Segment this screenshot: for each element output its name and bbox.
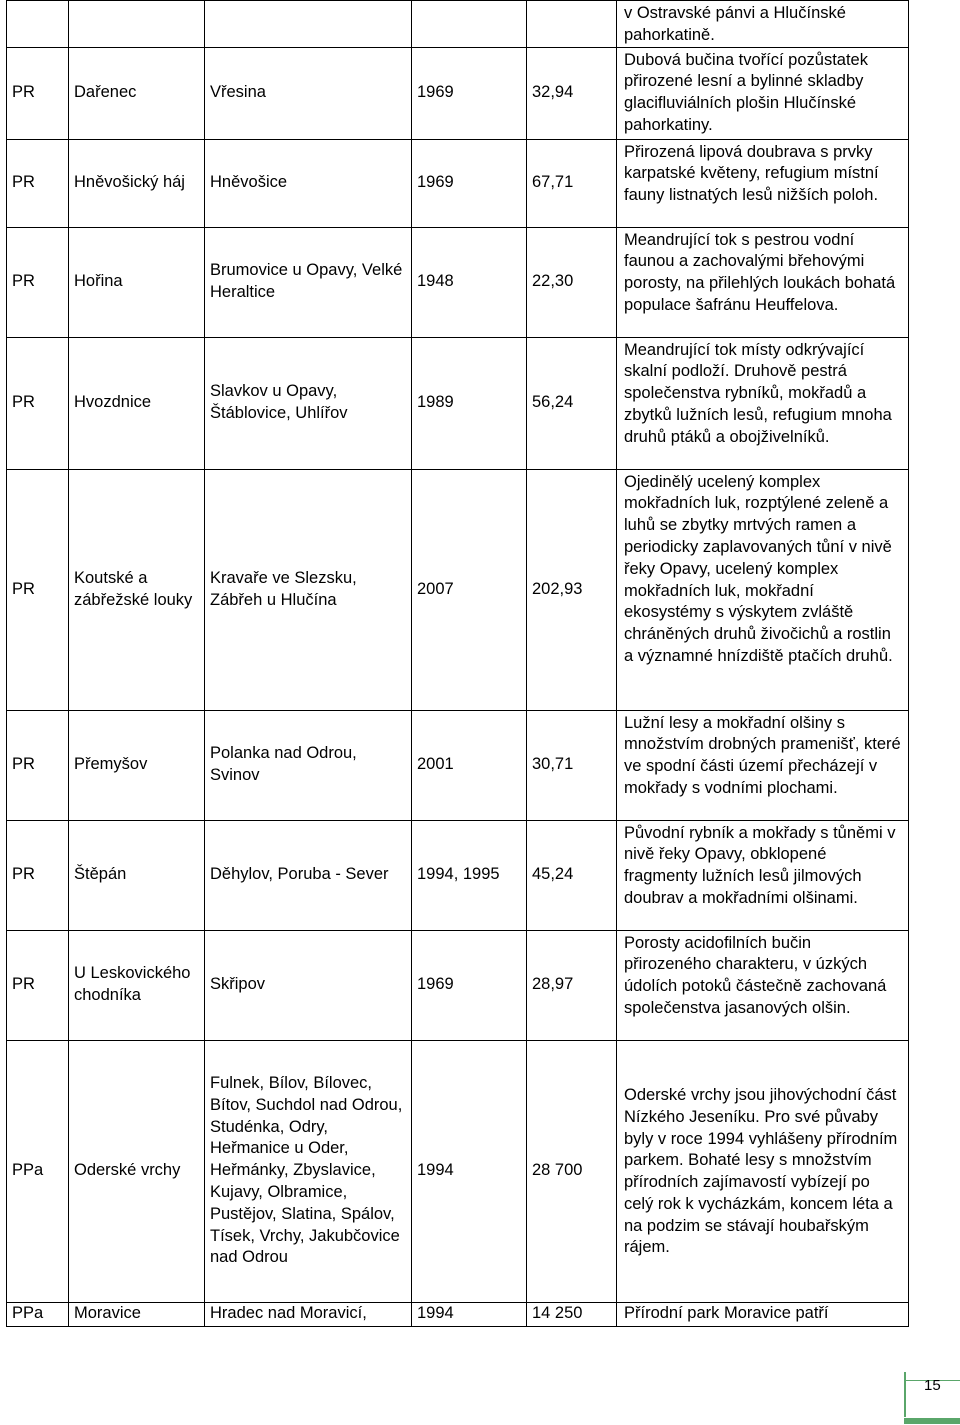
- name-cell: Moravice: [69, 1302, 205, 1326]
- category-cell: PPa: [7, 1040, 69, 1302]
- category-cell: PR: [7, 469, 69, 710]
- table-row: [7, 47, 909, 139]
- area-cell: 56,24: [527, 337, 617, 469]
- description-cell: Dubová bučina tvořící pozůstatek přirozené lesní a bylinné skladby glacifluviálních plošin Hlučínské pahorkatiny.: [617, 47, 909, 139]
- page-number-box: [904, 1372, 958, 1417]
- area-cell: 28,97: [527, 930, 617, 1040]
- protected-areas-table: [6, 0, 909, 1327]
- category-cell: PR: [7, 47, 69, 139]
- area-cell: 28 700: [527, 1040, 617, 1302]
- table-row: [7, 1, 909, 48]
- table-row: [7, 930, 909, 1040]
- location-cell: Děhylov, Poruba - Sever: [205, 820, 412, 930]
- name-cell: Koutské a zábřežské louky: [69, 469, 205, 710]
- description-cell: Lužní lesy a mokřadní olšiny s množstvím drobných pramenišť, které ve spodní části území přecházejí v mokřady s vodními plochami.: [617, 710, 909, 820]
- name-cell: Přemyšov: [69, 710, 205, 820]
- year-cell: 1948: [412, 227, 527, 337]
- category-cell: PR: [7, 337, 69, 469]
- location-cell: Brumovice u Opavy, Velké Heraltice: [205, 227, 412, 337]
- category-cell: PPa: [7, 1302, 69, 1326]
- category-cell: PR: [7, 930, 69, 1040]
- category-cell: PR: [7, 820, 69, 930]
- description-cell: Meandrující tok s pestrou vodní faunou a zachovalými břehovými porosty, na přilehlých loukách bohatá populace šafránu Heuffelova.: [617, 227, 909, 337]
- name-cell: Hvozdnice: [69, 337, 205, 469]
- table-row: [7, 820, 909, 930]
- description-cell: v Ostravské pánvi a Hlučínské pahorkatině.: [617, 1, 909, 48]
- name-cell: Dařenec: [69, 47, 205, 139]
- table-row: [7, 139, 909, 227]
- name-cell: Oderské vrchy: [69, 1040, 205, 1302]
- category-cell: PR: [7, 227, 69, 337]
- location-cell: Vřesina: [205, 47, 412, 139]
- description-cell: Ojedinělý ucelený komplex mokřadních luk, rozptýlené zeleně a luhů se zbytky mrtvých ramen a periodicky zaplavovaných tůní v nivě řeky Opavy, ucelený komplex mokřadních luk, mokřadní ekosystémy s výskytem zvláště chráněných druhů živočichů a rostlin a významné hnízdiště ptačích druhů.: [617, 469, 909, 710]
- description-cell: Meandrující tok místy odkrývající skalní podloží. Druhově pestrá společenstva rybníků, mokřadů a zbytků lužních lesů, refugium mnoha druhů ptáků a obojživelníků.: [617, 337, 909, 469]
- location-cell: Polanka nad Odrou, Svinov: [205, 710, 412, 820]
- area-cell: 202,93: [527, 469, 617, 710]
- description-cell: Porosty acidofilních bučin přirozeného charakteru, v úzkých údolích potoků částečně zachovaná společenstva jasanových olšin.: [617, 930, 909, 1040]
- location-cell: Skřipov: [205, 930, 412, 1040]
- location-cell: Kravaře ve Slezsku, Zábřeh u Hlučína: [205, 469, 412, 710]
- table-row: [7, 337, 909, 469]
- name-cell: Hořina: [69, 227, 205, 337]
- year-cell: 1994, 1995: [412, 820, 527, 930]
- area-cell: 45,24: [527, 820, 617, 930]
- area-cell: 30,71: [527, 710, 617, 820]
- description-cell: Přirozená lipová doubrava s prvky karpatské květeny, refugium místní fauny listnatých lesů nižších poloh.: [617, 139, 909, 227]
- area-cell: 32,94: [527, 47, 617, 139]
- area-cell: [527, 1, 617, 48]
- footer-bar: [904, 1418, 960, 1424]
- category-cell: [7, 1, 69, 48]
- table-row: [7, 1040, 909, 1302]
- name-cell: Hněvošický háj: [69, 139, 205, 227]
- location-cell: Hněvošice: [205, 139, 412, 227]
- category-cell: PR: [7, 139, 69, 227]
- year-cell: 1969: [412, 139, 527, 227]
- area-cell: 67,71: [527, 139, 617, 227]
- description-cell: Oderské vrchy jsou jihovýchodní část Nízkého Jeseníku. Pro své půvaby byly v roce 1994 vyhlášeny přírodním parkem. Bohaté lesy s množstvím přírodních zajímavostí vybízejí po celý rok k vycházkám, koncem léta a na podzim se stávají houbařským rájem.: [617, 1040, 909, 1302]
- year-cell: 1994: [412, 1302, 527, 1326]
- year-cell: [412, 1, 527, 48]
- page-number: 15: [924, 1377, 941, 1394]
- name-cell: Štěpán: [69, 820, 205, 930]
- name-cell: [69, 1, 205, 48]
- table-row: [7, 227, 909, 337]
- year-cell: 1989: [412, 337, 527, 469]
- description-cell: Přírodní park Moravice patří: [617, 1302, 909, 1326]
- area-cell: 14 250: [527, 1302, 617, 1326]
- location-cell: [205, 1, 412, 48]
- name-cell: U Leskovického chodníka: [69, 930, 205, 1040]
- location-cell: Fulnek, Bílov, Bílovec, Bítov, Suchdol nad Odrou, Studénka, Odry, Heřmanice u Oder, Heřmánky, Zbyslavice, Kujavy, Olbramice, Pustějov, Slatina, Spálov, Tísek, Vrchy, Jakubčovice nad Odrou: [205, 1040, 412, 1302]
- year-cell: 2001: [412, 710, 527, 820]
- table-row: [7, 469, 909, 710]
- year-cell: 1969: [412, 47, 527, 139]
- year-cell: 1969: [412, 930, 527, 1040]
- year-cell: 1994: [412, 1040, 527, 1302]
- area-cell: 22,30: [527, 227, 617, 337]
- category-cell: PR: [7, 710, 69, 820]
- table-row: [7, 710, 909, 820]
- description-cell: Původní rybník a mokřady s tůněmi v nivě řeky Opavy, obklopené fragmenty lužních lesů jilmových doubrav a mokřadními olšinami.: [617, 820, 909, 930]
- location-cell: Hradec nad Moravicí,: [205, 1302, 412, 1326]
- year-cell: 2007: [412, 469, 527, 710]
- table-row: [7, 1302, 909, 1326]
- location-cell: Slavkov u Opavy, Štáblovice, Uhlířov: [205, 337, 412, 469]
